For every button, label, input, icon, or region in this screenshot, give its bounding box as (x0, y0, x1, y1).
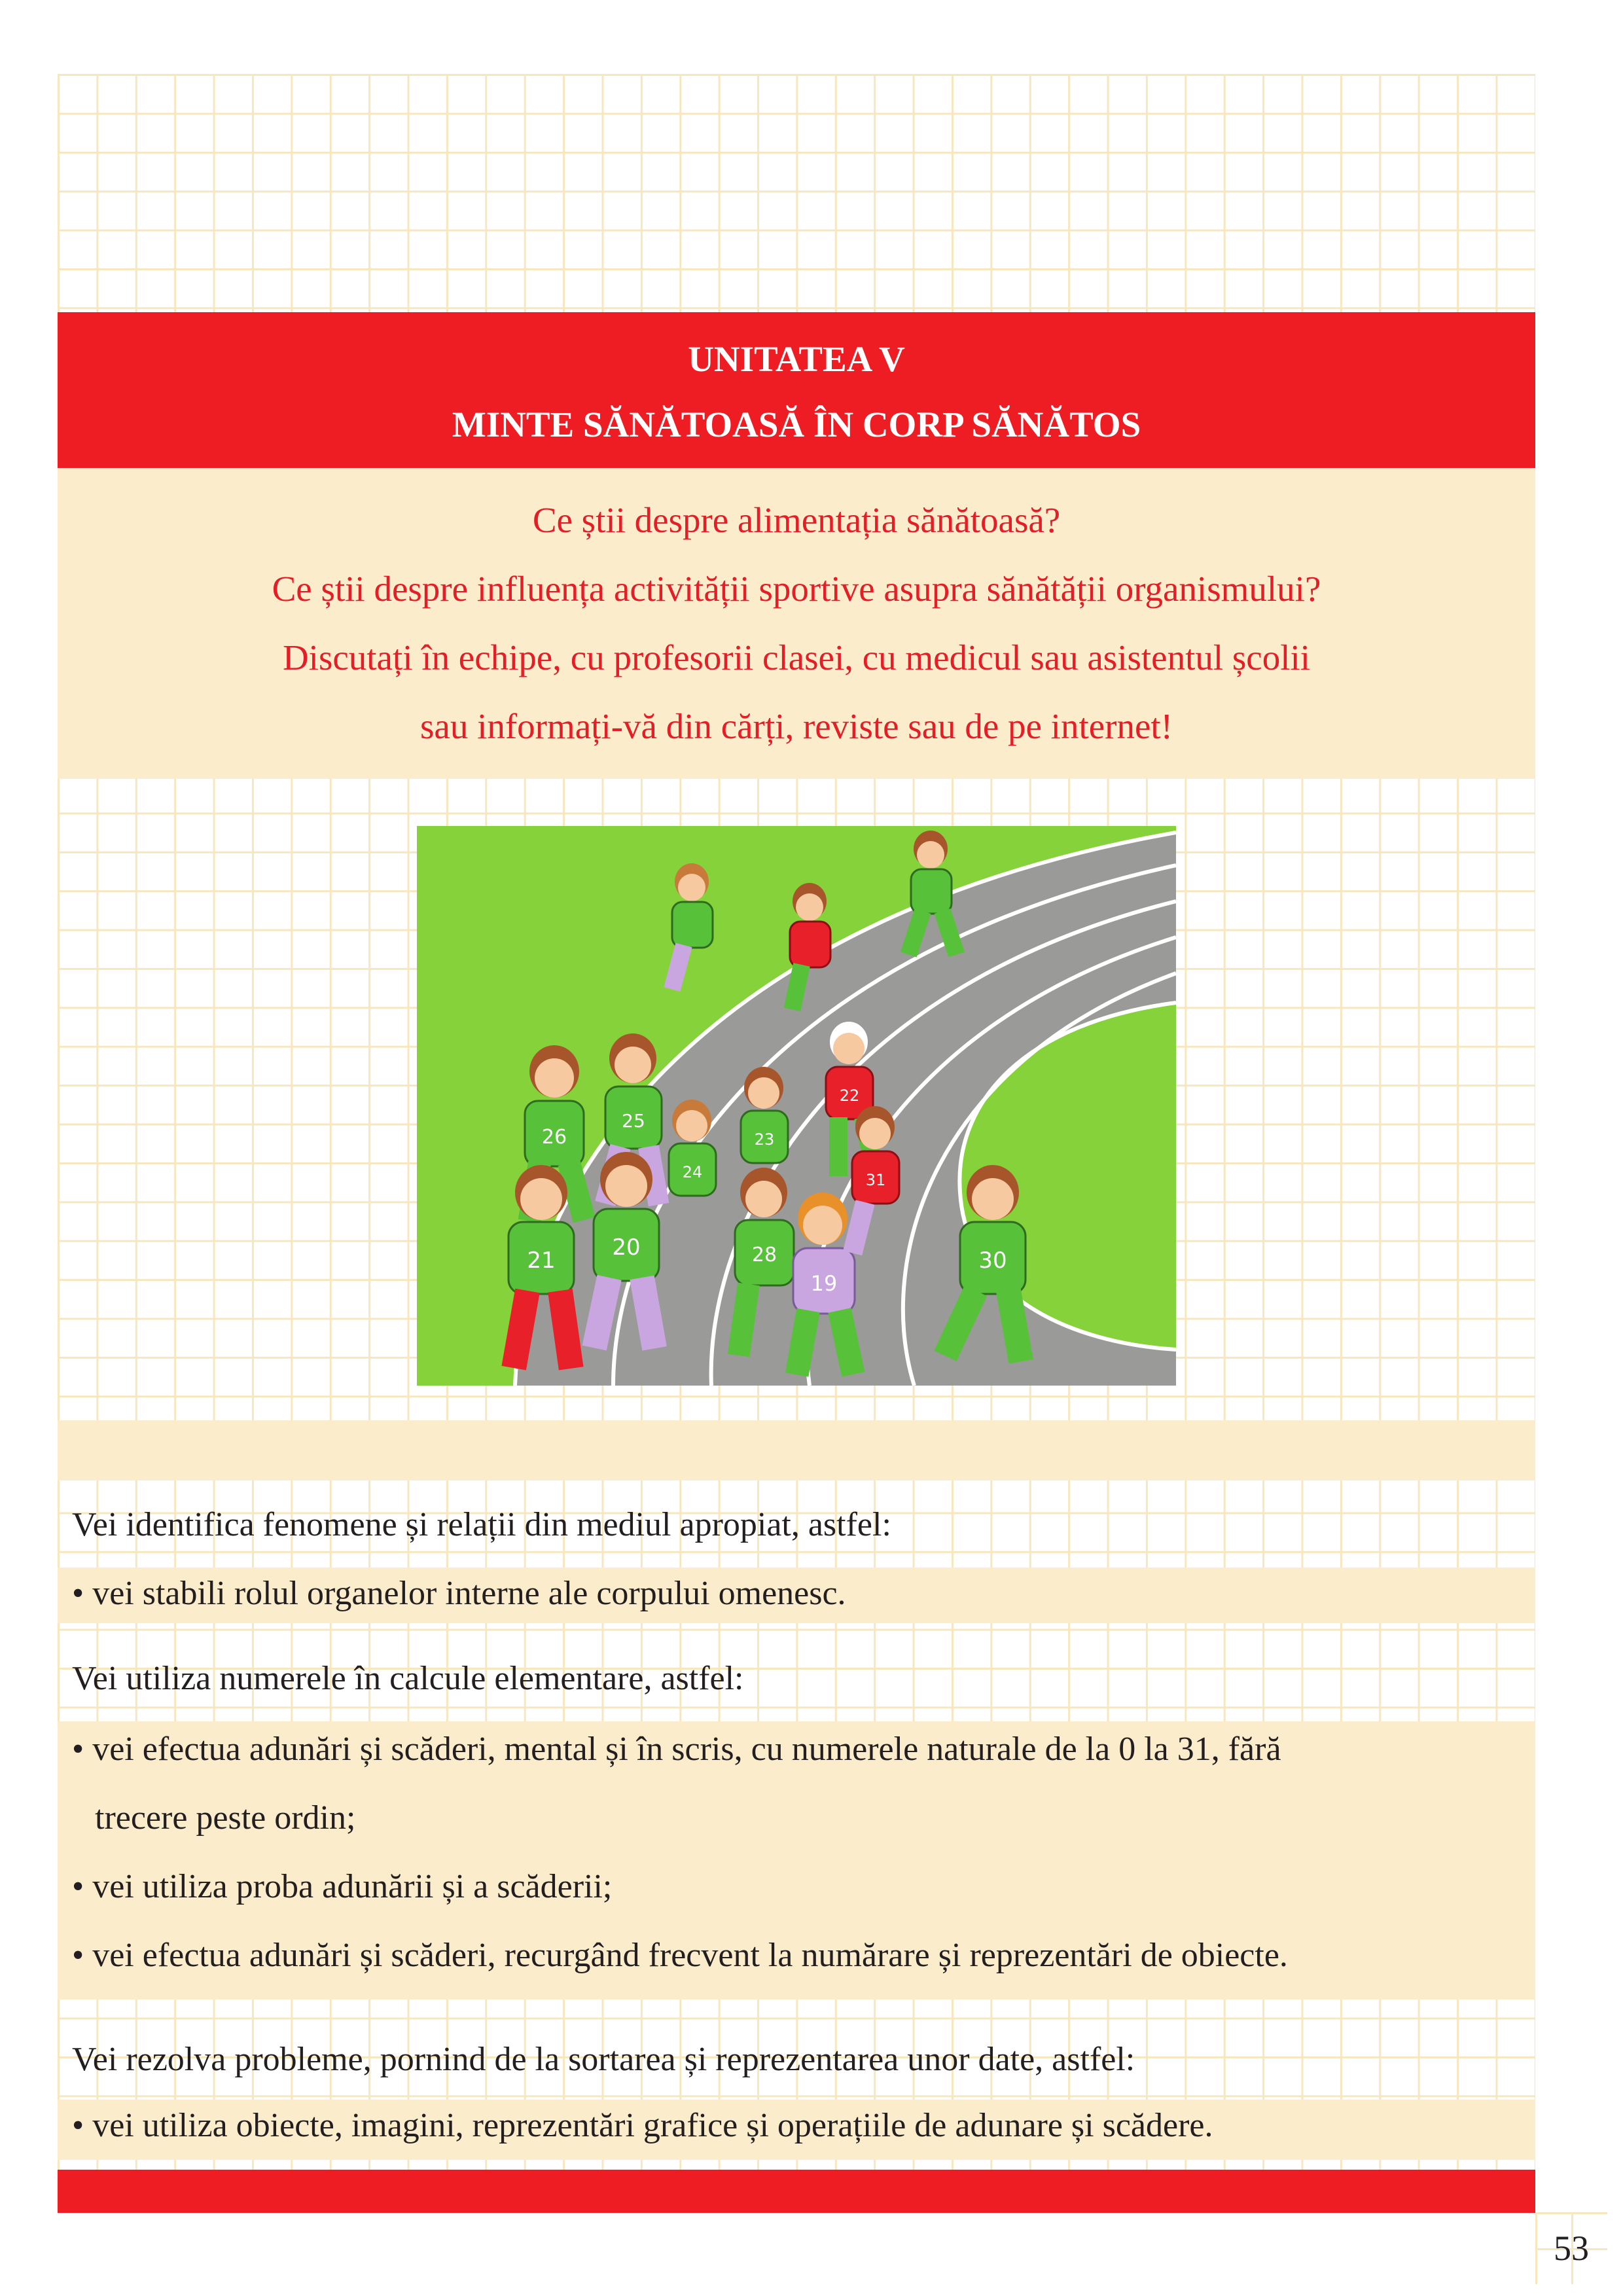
question-line: Discutați în echipe, cu profesorii clasei, cu medicul sau asistentul școlii (282, 637, 1311, 677)
bib-number: 31 (865, 1171, 886, 1189)
bib-number: 25 (622, 1110, 645, 1132)
bib-number: 30 (978, 1247, 1007, 1274)
objective-item: • vei utiliza proba adunării și a scăderii; (72, 1868, 613, 1905)
objective-intro: Vei identifica fenomene și relații din mediul apropiat, astfel: (72, 1506, 891, 1543)
unit-header (58, 312, 1535, 468)
question-line: Ce știi despre influența activității sportive asupra sănătății organismului? (272, 569, 1321, 609)
bottom-red-bar (58, 2170, 1535, 2213)
bib-number: 19 (810, 1271, 838, 1296)
objective-intro: Vei rezolva probleme, pornind de la sortarea și reprezentarea unor date, astfel: (72, 2041, 1135, 2078)
objective-intro: Vei utiliza numerele în calcule elementare, astfel: (72, 1660, 744, 1697)
runner (741, 1067, 788, 1163)
question-line: Ce știi despre alimentația sănătoasă? (532, 500, 1061, 540)
bib-number: 20 (612, 1234, 641, 1261)
objective-item: • vei efectua adunări și scăderi, mental și în scris, cu numerele naturale de la 0 la 31, fără (72, 1731, 1281, 1768)
bib-number: 26 (541, 1126, 567, 1149)
unit-title: MINTE SĂNĂTOASĂ ÎN CORP SĂNĂTOS (452, 404, 1141, 444)
bib-number: 22 (839, 1086, 860, 1105)
bib-number: 28 (751, 1244, 777, 1266)
unit-number: UNITATEA V (688, 339, 905, 379)
page-number: 53 (1535, 2212, 1607, 2284)
objective-item: • vei stabili rolul organelor interne ale corpului omenesc. (72, 1575, 846, 1612)
running-children-illustration (417, 826, 1176, 1386)
question-line: sau informați-vă din cărți, reviste sau de pe internet! (420, 706, 1173, 746)
bib-number: 21 (527, 1247, 556, 1274)
bib-number: 23 (754, 1130, 775, 1149)
objective-item: • vei utiliza obiecte, imagini, reprezentări grafice și operațiile de adunare și scădere. (72, 2107, 1213, 2144)
runner (669, 1100, 716, 1196)
objective-item-continuation: trecere peste ordin; (95, 1799, 356, 1837)
objectives-top-band (58, 1420, 1535, 1480)
discussion-questions (58, 468, 1535, 779)
objective-item: • vei efectua adunări și scăderi, recurgând frecvent la numărare și reprezentări de obiecte. (72, 1937, 1288, 1974)
bib-number: 24 (682, 1163, 703, 1181)
